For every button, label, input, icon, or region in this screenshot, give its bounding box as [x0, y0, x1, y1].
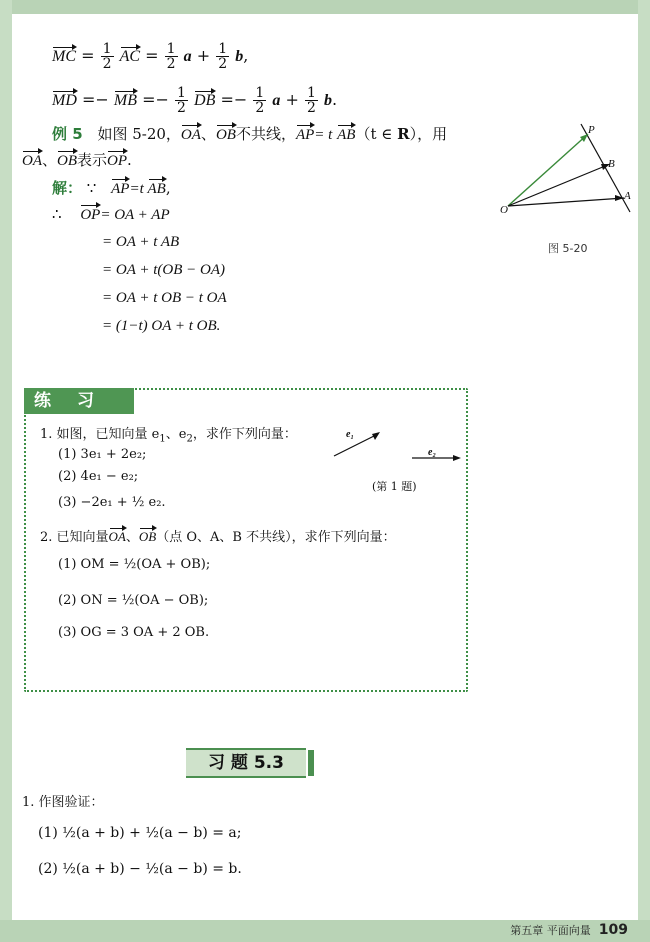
practice-q1-figure-caption: (第 1 题) [372, 480, 417, 493]
page-footer [510, 922, 628, 938]
solution-step-3: = OA + t(OB − OA) [102, 262, 225, 278]
equals-sign: =− [142, 90, 169, 109]
page-frame-right [638, 0, 650, 942]
equals-sign: =− [81, 90, 109, 109]
vector-oa: OA [22, 153, 42, 169]
q1-label-cont: 、e [165, 427, 187, 442]
equals-sign: = [145, 46, 159, 65]
vector-db: DB [194, 92, 216, 109]
solution-step-5: = (1−t) OA + t OB. [102, 318, 221, 334]
figure-label-b: B [608, 158, 615, 170]
exercise-title [186, 748, 306, 778]
subscript-1: 1 [159, 433, 166, 445]
fraction-half [305, 86, 318, 115]
frac-num: 1 [218, 41, 228, 57]
label-e2: e₂ [428, 447, 436, 458]
vector-a: a [183, 48, 192, 65]
punctuation: . [127, 151, 132, 169]
solution-step-2: = OA + t AB [102, 234, 180, 250]
frac-num: 1 [255, 85, 265, 101]
frac-num: 1 [177, 85, 186, 101]
practice-q2-item-2: (2) ON = ½(OA − OB); [58, 593, 209, 608]
equation-mc [52, 42, 248, 71]
example-5-statement [52, 124, 447, 145]
q1-label-cont: ，求作下列向量： [192, 427, 297, 442]
vector-b: b [235, 48, 244, 65]
vector-ab: AB [147, 181, 166, 197]
equals-sign: = [81, 46, 95, 65]
practice-q1-item-2: (2) 4e₁ − e₂; [58, 469, 139, 484]
q2-label-cont: （点 O、A、B 不共线），求作下列向量： [156, 530, 396, 545]
page-frame-left [0, 0, 12, 942]
example-text: 如图 5-20， [97, 125, 181, 143]
frac-den: 2 [218, 56, 228, 72]
practice-q2-text [40, 528, 396, 547]
figure-label-a: A [624, 190, 631, 202]
frac-den: 2 [102, 56, 112, 72]
vector-op-arrow [508, 134, 588, 206]
vector-oa: OA [180, 127, 201, 143]
fraction-half [175, 86, 188, 115]
practice-q2-item-1: (1) OM = ½(OA + OB); [58, 557, 211, 572]
figure-caption: 图 5-20 [548, 242, 588, 255]
t-var: t [139, 181, 144, 197]
figure-label-p: P [588, 124, 595, 136]
vector-op: OP [80, 207, 101, 223]
frac-num: 1 [102, 41, 112, 57]
vector-b: b [323, 92, 332, 109]
plus-sign: + [285, 90, 299, 109]
footer-chapter: 第五章 平面向量 [510, 924, 591, 937]
equals-sign: =− [220, 90, 248, 109]
vector-ac: AC [119, 48, 141, 65]
arrowhead-a [615, 195, 624, 201]
fraction-half [253, 86, 266, 115]
practice-header: 练习 [24, 388, 134, 414]
fraction-half [165, 42, 178, 71]
plus-sign: + [196, 46, 211, 65]
page-frame-top [0, 0, 650, 14]
vector-ob: OB [57, 153, 78, 169]
vector-ob: OB [138, 529, 157, 544]
arrowhead-e1 [372, 432, 380, 440]
because-symbol: ∵ [86, 179, 97, 197]
solution-step-text: = OA + AP [100, 207, 170, 223]
separator: 、 [200, 125, 216, 143]
vector-ap: AP [111, 181, 130, 197]
page-number: 109 [598, 922, 628, 938]
label-e1: e₁ [346, 429, 354, 440]
vector-ob: OB [215, 127, 236, 143]
separator: 、 [42, 151, 58, 169]
example-text: 不共线， [235, 125, 296, 143]
equation-md [52, 86, 337, 115]
exercise-q1-item-2: (2) ½(a + b) − ½(a − b) = b. [38, 861, 242, 877]
vector-oa: OA [108, 529, 126, 544]
practice-q2-item-3: (3) OG = 3 OA + 2 OB. [58, 625, 210, 640]
vector-ap: AP [295, 127, 315, 143]
frac-den: 2 [255, 100, 265, 116]
q1-label: 1. 如图，已知向量 e [40, 427, 160, 442]
figure-5-20-diagram [496, 120, 636, 220]
exercise-title-bar [308, 750, 314, 776]
fraction-half [216, 42, 229, 71]
example-label: 例 5 [52, 125, 83, 143]
solution-given: 解： ∵ AP=t AB, [52, 179, 171, 197]
frac-num: 1 [166, 41, 176, 57]
example-text: （t ∈ [355, 125, 398, 143]
solution-step-4: = OA + t OB − t OA [102, 290, 227, 306]
solution-step-1 [52, 204, 170, 225]
separator: 、 [125, 530, 139, 545]
vector-e1-arrow [334, 434, 378, 456]
arrowhead-e2 [453, 455, 461, 461]
q2-label: 2. 已知向量 [40, 530, 109, 545]
vector-op: OP [107, 153, 128, 169]
vector-a: a [272, 92, 281, 109]
exercise-q1-label: 1. 作图验证： [22, 795, 104, 810]
practice-q1-item-1: (1) 3e₁ + 2e₂; [58, 447, 147, 462]
vector-md: MD [52, 92, 77, 109]
fraction-half [101, 42, 114, 71]
vector-mc: MC [52, 48, 76, 65]
example-5-statement-cont [22, 150, 132, 171]
frac-num: 1 [306, 85, 316, 101]
solution-label: 解： [52, 179, 83, 197]
vector-mb: MB [113, 92, 137, 109]
punctuation: , [243, 46, 249, 65]
vector-ab: AB [337, 127, 356, 143]
punctuation: . [331, 90, 338, 109]
practice-q1-item-3: (3) −2e₁ + ½ e₂. [58, 495, 166, 510]
frac-den: 2 [177, 100, 186, 116]
exercise-q1-item-1: (1) ½(a + b) + ½(a − b) = a; [38, 825, 242, 841]
example-text: = t [314, 127, 333, 143]
figure-label-o: O [500, 204, 508, 216]
therefore-symbol: ∴ [52, 205, 62, 223]
real-set: R [397, 125, 410, 143]
exercise-title-text: 习 题 5.3 [208, 753, 284, 773]
frac-den: 2 [166, 56, 176, 72]
example-text: 表示 [77, 151, 108, 169]
subscript-2: 2 [186, 433, 193, 445]
example-text: ），用 [409, 125, 448, 143]
frac-den: 2 [306, 100, 316, 116]
